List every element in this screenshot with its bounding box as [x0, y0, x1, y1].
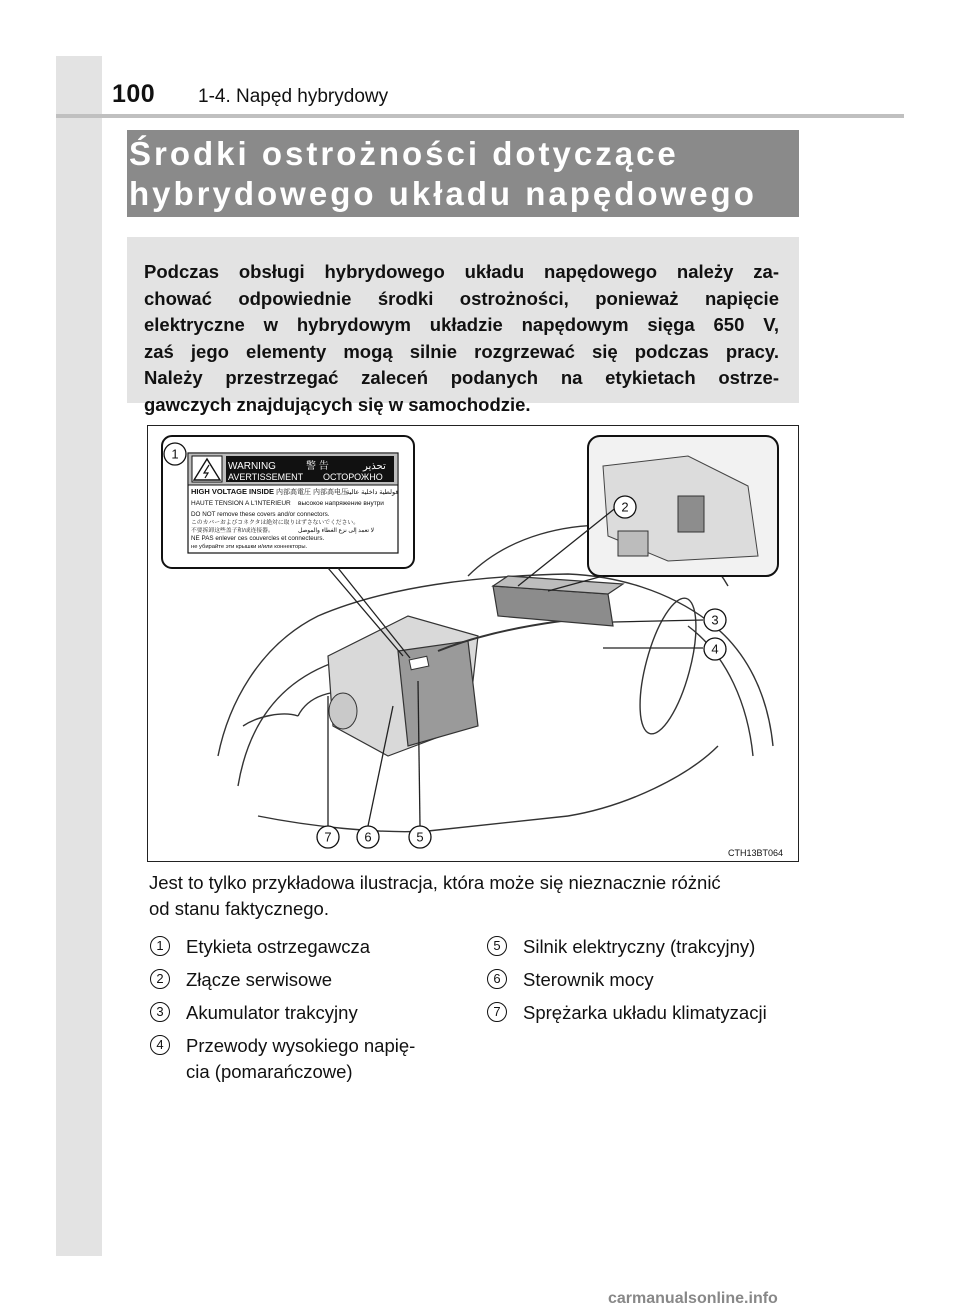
- legend-item-continuation: [186, 1058, 353, 1085]
- legend-number: 7: [487, 1002, 507, 1022]
- legend-number: 5: [487, 936, 507, 956]
- intro-line: gawczych znajdujących się w samochodzie.: [144, 393, 531, 415]
- legend-number: 4: [150, 1035, 170, 1055]
- label-high-voltage-ja: 内部高電圧 内部高电压: [276, 489, 348, 496]
- watermark-site: carmanualsonline.info: [608, 1290, 778, 1307]
- label-ja-line: このカバーおよびコネクタは絶対に取りはずさないでください。: [191, 520, 359, 526]
- intro-box: [127, 237, 799, 415]
- engine-assembly: [328, 616, 608, 756]
- figure-code: CTH13BT064: [728, 848, 784, 858]
- callout-7: 7: [324, 829, 332, 845]
- label-ru-line: не убирайте эти крышки и/или коннекторы.: [191, 544, 308, 550]
- callout-2: 2: [621, 499, 629, 515]
- intro-line: zaś jego elementy mogą silnie rozgrzewać się podczas pracy.: [144, 340, 779, 362]
- legend-text: cia (pomarańczowe): [186, 1061, 353, 1082]
- label-warning-ar: تحذير: [363, 461, 386, 472]
- label-avertissement: AVERTISSEMENT: [228, 472, 304, 482]
- intro-line: Podczas obsługi hybrydowego układu napędowego należy za-: [144, 261, 779, 282]
- callout-1: 1: [171, 446, 179, 462]
- section-title: [127, 130, 799, 217]
- label-cn-line: 不要拆卸这些盖子和/或连接器。: [191, 528, 274, 534]
- label-high-voltage-ru: высокое напряжение внутри: [298, 500, 384, 507]
- legend-text: Etykieta ostrzegawcza: [186, 936, 371, 957]
- title-line: hybrydowego układu napędowego: [129, 175, 757, 212]
- label-haute-tension: HAUTE TENSION A L'INTERIEUR: [191, 500, 291, 507]
- legend-number: 3: [150, 1002, 170, 1022]
- label-warning-ja: 警 告: [306, 461, 329, 472]
- legend-text: Sprężarka układu klimatyzacji: [523, 1002, 767, 1023]
- callout-3: 3: [711, 612, 719, 628]
- label-high-voltage: HIGH VOLTAGE INSIDE: [191, 487, 275, 496]
- legend-number: 6: [487, 969, 507, 989]
- label-ne-pas: NE PAS enlever ces couvercles et connecteurs.: [191, 535, 325, 542]
- label-do-not-remove: DO NOT remove these covers and/or connectors.: [191, 511, 330, 518]
- hybrid-system-illustration: [147, 425, 799, 862]
- legend-text: Sterownik mocy: [523, 969, 654, 990]
- callout-4: 4: [711, 641, 719, 657]
- traction-battery: [493, 576, 623, 626]
- legend-number: 1: [150, 936, 170, 956]
- intro-line: elektryczne w hybrydowym układzie napędowym sięga 650 V,: [144, 314, 779, 335]
- legend-number: 2: [150, 969, 170, 989]
- side-tab-strip: [56, 56, 102, 1256]
- illustration-drawing: [148, 426, 800, 863]
- intro-line: Należy przestrzegać zaleceń podanych na etykietach ostrze-: [144, 367, 779, 388]
- legend-text: Silnik elektryczny (trakcyjny): [523, 936, 756, 957]
- legend-text: Akumulator trakcyjny: [186, 1002, 358, 1023]
- legend-text: Przewody wysokiego napię-: [186, 1035, 416, 1056]
- title-line: Środki ostrożności dotyczące: [129, 135, 679, 172]
- callout-5: 5: [416, 829, 424, 845]
- label-warning: WARNING: [228, 461, 276, 472]
- legend-text: Złącze serwisowe: [186, 969, 332, 990]
- caption-line: Jest to tylko przykładowa ilustracja, która może się nieznacznie różnić: [149, 872, 721, 893]
- intro-line: chować odpowiednie środki ostrożności, ponieważ napięcie: [144, 287, 779, 309]
- section-label: 1-4. Napęd hybrydowy: [198, 86, 389, 107]
- label-ostorozhno: ОСТОРОЖНО: [323, 472, 383, 482]
- page-number: 100: [112, 80, 156, 108]
- callout-6: 6: [364, 829, 372, 845]
- header-rule: [56, 114, 904, 118]
- label-high-voltage-ar: فولطية داخلية عالية: [346, 489, 399, 496]
- caption-line: od stanu faktycznego.: [149, 898, 329, 919]
- label-ar-line: لا تعمد إلى نزع الغطاء والموصل: [298, 528, 374, 534]
